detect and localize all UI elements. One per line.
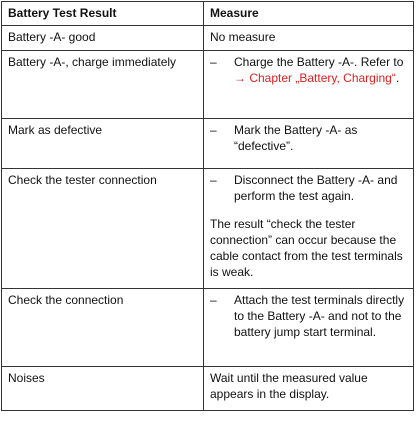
measure-note: The result “check the tester connection” can occur because the cable contact from the test terminals is weak.	[210, 217, 403, 279]
measure-list-item	[210, 172, 409, 204]
measure-cell	[204, 169, 414, 289]
header-battery-test-result: Battery Test Result	[2, 2, 204, 26]
dash-bullet: –	[210, 293, 217, 307]
table-header-row	[2, 2, 414, 26]
dash-bullet: –	[210, 173, 217, 187]
measure-list-item	[210, 122, 409, 154]
dash-bullet: –	[210, 123, 217, 137]
measure-cell	[204, 119, 414, 169]
result-cell: Noises	[2, 367, 204, 411]
result-cell: Check the connection	[2, 289, 204, 367]
result-cell: Check the tester connection	[2, 169, 204, 289]
header-measure: Measure	[204, 2, 414, 26]
table-row	[2, 169, 414, 289]
result-cell: Mark as defective	[2, 119, 204, 169]
measure-list-item	[210, 54, 409, 86]
measure-suffix: .	[395, 71, 400, 85]
measure-cell: Wait until the measured value appears in the display.	[204, 367, 414, 411]
dash-bullet: –	[210, 55, 217, 69]
measure-text: Disconnect the Battery -A- and perform the test again.	[234, 173, 398, 203]
measure-cell	[204, 51, 414, 119]
result-cell: Battery -A- good	[2, 26, 204, 51]
table-row	[2, 119, 414, 169]
measure-prefix: Charge the Battery -A-. Refer to	[234, 55, 404, 69]
chapter-battery-charging-link[interactable]: → Chapter „Battery, Charging“	[234, 71, 396, 85]
measure-cell	[204, 289, 414, 367]
measure-cell: No measure	[204, 26, 414, 51]
table-row	[2, 26, 414, 51]
table-row	[2, 367, 414, 411]
result-cell: Battery -A-, charge immediately	[2, 51, 204, 119]
measure-text	[234, 54, 409, 86]
table-row	[2, 289, 414, 367]
measure-list-item	[210, 292, 409, 340]
battery-test-result-table	[1, 1, 414, 411]
table-row	[2, 51, 414, 119]
measure-text: Attach the test terminals directly to the Battery -A- and not to the battery jump start terminal.	[234, 293, 405, 339]
measure-text: Mark the Battery -A- as “defective”.	[234, 123, 358, 153]
